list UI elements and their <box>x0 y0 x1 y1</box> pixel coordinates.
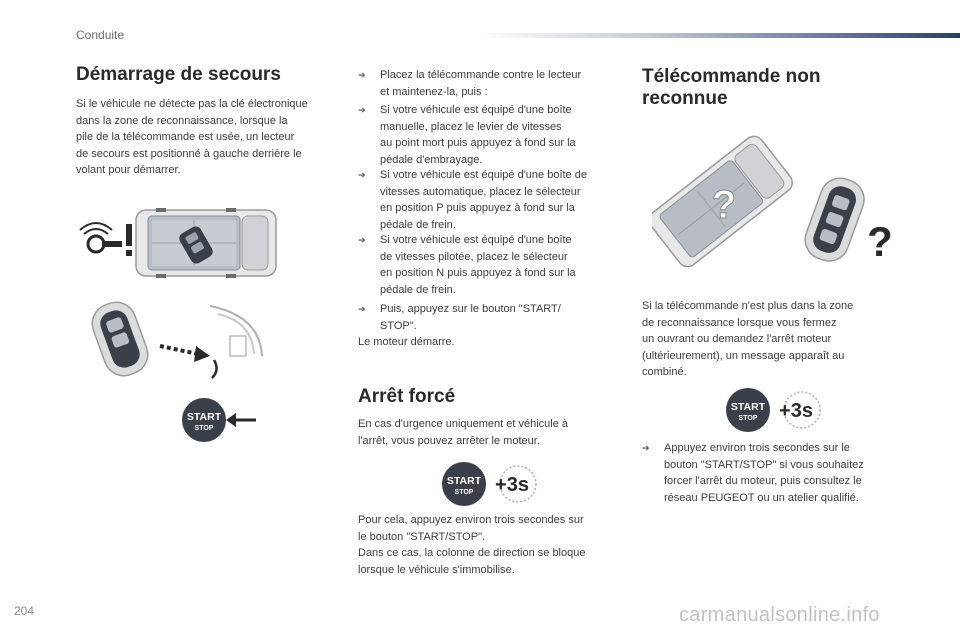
result-text: Le moteur démarre. <box>358 336 455 348</box>
stop-label: STOP <box>194 425 214 432</box>
bullet-mark-icon: ➔ <box>358 304 366 314</box>
steering-column-icon <box>210 306 262 378</box>
arret-text: Pour cela, appuyez environ trois secondes sur le bouton "START/STOP". Dans ce cas, la colonne de direction se bloque lorsque le véhicule s'immobilise. <box>358 514 586 576</box>
start-label: START <box>446 475 482 487</box>
start-stop-3s-figure-1 <box>440 460 540 508</box>
bullet-4: ➔ Si votre véhicule est équipé d'une boîte de vitesses pilotée, placez le sélecteur en position N puis appuyez à fond sur la pédale de frein. <box>358 234 576 296</box>
bullet-2: ➔ Si votre véhicule est équipé d'une boîte manuelle, placez le levier de vitesses au point mort puis appuyez à fond sur la pédale d'embrayage. <box>358 104 576 166</box>
stop-label: STOP <box>454 489 474 496</box>
car-top-view-figure <box>76 200 286 290</box>
header-bar <box>480 33 960 38</box>
start-label: START <box>730 401 766 413</box>
bullet-mark-icon: ➔ <box>642 443 650 453</box>
title-telecommande-non-reconnue: Télécommande non reconnue <box>642 66 821 109</box>
start-label: START <box>186 411 222 423</box>
plus-3s-label: +3s <box>495 474 529 496</box>
bullet-5: ➔ Puis, appuyez sur le bouton "START/ STOP". <box>358 303 561 332</box>
question-mark-icon: ? <box>711 183 737 227</box>
plus-3s-label: +3s <box>779 400 813 422</box>
key-fob-icon <box>90 297 153 382</box>
watermark: carmanualsonline.info <box>679 604 880 626</box>
arret-intro: En cas d'urgence uniquement et véhicule à l'arrêt, vous pouvez arrêter le moteur. <box>358 418 569 447</box>
bullet-mark-icon: ➔ <box>358 170 366 180</box>
question-mark-icon: ? <box>867 218 893 265</box>
stop-label: STOP <box>738 415 758 422</box>
title-demarrage-secours: Démarrage de secours <box>76 64 281 85</box>
bullet-mark-icon: ➔ <box>358 235 366 245</box>
bullet-telecommande: ➔ Appuyez environ trois secondes sur le bouton "START/STOP" si vous souhaitez forcer l'arrêt du moteur, puis consultez le réseau PEUGEOT ou un atelier qualifié. <box>642 442 864 504</box>
title-arret-force: Arrêt forcé <box>358 386 456 407</box>
key-reader-figure <box>90 296 270 386</box>
intro-demarrage: Si le véhicule ne détecte pas la clé électronique dans la zone de reconnaissance, lorsque la pile de la télécommande est usée, un lecteur de secours est positionné à gauche derrière le volant pour démarrer. <box>76 98 308 176</box>
key-fob-icon <box>800 173 870 267</box>
start-stop-3s-figure-2 <box>724 386 824 434</box>
section-label: Conduite <box>76 28 125 42</box>
arrow-left-icon <box>226 413 256 427</box>
car-top-icon <box>136 208 276 278</box>
dotted-arrow-icon <box>160 346 210 362</box>
page-number: 204 <box>14 604 35 618</box>
bullet-3: ➔ Si votre véhicule est équipé d'une boîte de vitesses automatique, placez le sélecteur en position P puis appuyez à fond sur la pédale de frein. <box>358 169 587 231</box>
start-stop-figure-1 <box>180 396 260 446</box>
car-unknown-key-figure <box>652 128 902 278</box>
bullet-mark-icon: ➔ <box>358 70 366 80</box>
bullet-mark-icon: ➔ <box>358 105 366 115</box>
key-alert-icon <box>80 223 132 256</box>
telecommande-text: Si la télécommande n'est plus dans la zone de reconnaissance lorsque vous fermez un ouvrant ou demandez l'arrêt moteur (ultérieurement), un message apparaît au combiné. <box>642 300 854 378</box>
bullet-1: ➔ Placez la télécommande contre le lecteur et maintenez-la, puis : <box>358 69 582 98</box>
